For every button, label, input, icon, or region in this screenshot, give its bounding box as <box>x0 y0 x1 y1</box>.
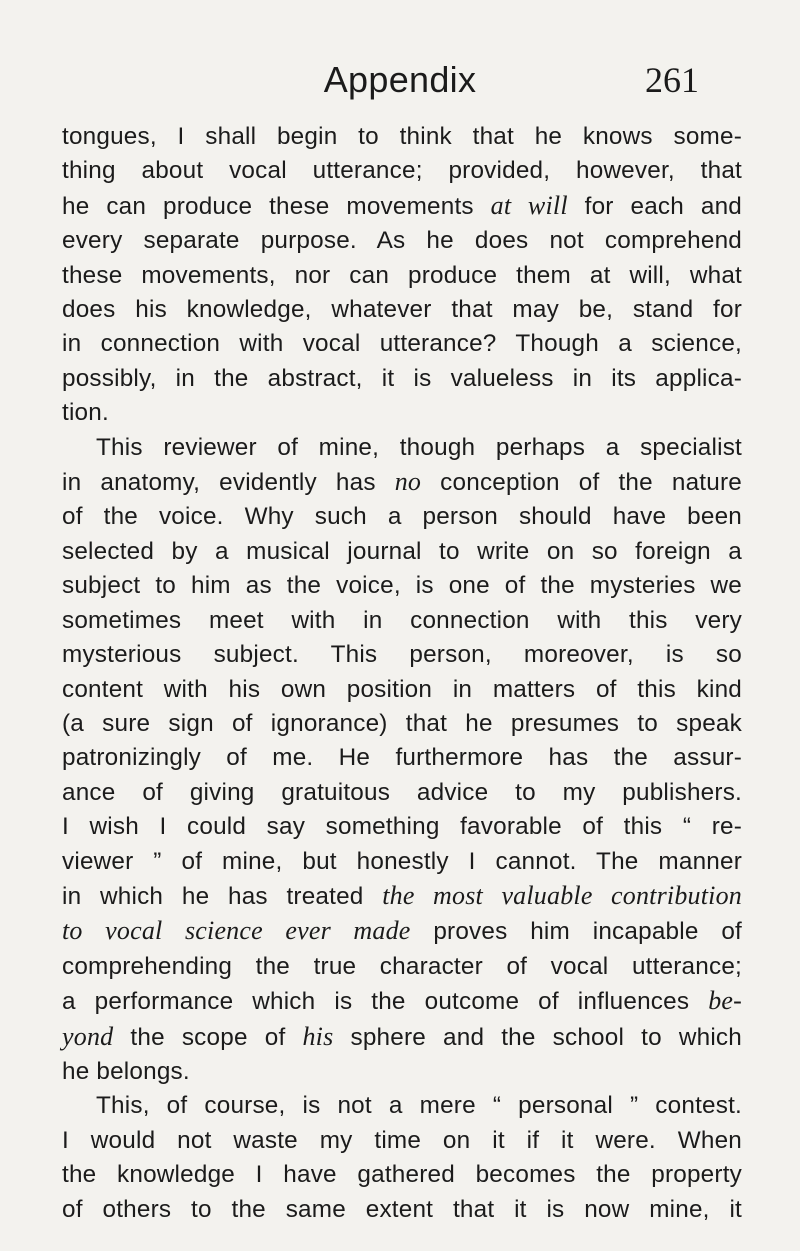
text-segment: a performance which is the outcome of influences <box>62 988 709 1016</box>
text-segment: This, of course, is not a mere “ personal ” contest. <box>96 1092 742 1120</box>
text-segment: proves him incapable of <box>410 918 742 946</box>
text-line <box>62 1055 742 1089</box>
text-line <box>62 776 742 810</box>
text-line <box>62 154 742 188</box>
text-line <box>62 914 742 949</box>
page-number: 261 <box>645 60 699 100</box>
text-segment: sometimes meet with in connection with this very <box>62 606 742 634</box>
text-line <box>62 362 742 396</box>
italic-text: no <box>394 467 422 497</box>
text-segment: in which he has treated <box>62 882 383 910</box>
italic-text: to vocal science ever made <box>62 916 411 946</box>
italic-text: the most valuable contribution <box>382 880 742 910</box>
text-line <box>62 673 742 707</box>
text-segment: of others to the same extent that it is now mine, it <box>62 1195 742 1223</box>
text-segment: he can produce these movements <box>62 192 491 220</box>
text-segment: tongues, I shall begin to think that he knows some- <box>62 123 742 150</box>
text-segment: patronizingly of me. He furthermore has the assur- <box>62 744 742 772</box>
text-segment: thing about vocal utterance; provided, however, that <box>62 157 742 185</box>
text-line <box>62 327 742 361</box>
italic-text: be- <box>708 986 742 1016</box>
text-line <box>62 1089 742 1123</box>
text-line <box>62 569 742 603</box>
text-line <box>62 984 742 1019</box>
running-title: Appendix <box>323 59 477 100</box>
text-line <box>62 535 742 569</box>
text-segment: I would not waste my time on it if it were. When <box>62 1126 742 1154</box>
text-line <box>62 1158 742 1192</box>
text-segment: the knowledge I have gathered becomes the property <box>62 1161 742 1189</box>
text-segment: he belongs. <box>62 1057 190 1085</box>
text-segment: in connection with vocal utterance? Though a science, <box>62 330 742 358</box>
text-line <box>62 1020 742 1055</box>
text-line <box>62 500 742 534</box>
text-segment: in anatomy, evidently has <box>62 469 395 497</box>
text-line <box>62 638 742 672</box>
italic-text: his <box>302 1021 334 1051</box>
text-line <box>62 604 742 638</box>
text-line <box>62 120 742 154</box>
text-line <box>62 1124 742 1158</box>
text-segment: mysterious subject. This person, moreover, is so <box>62 641 742 669</box>
text-line <box>62 396 742 430</box>
text-line <box>62 879 742 914</box>
text-segment: the scope of <box>113 1023 303 1051</box>
text-line <box>62 1193 742 1227</box>
text-line <box>62 845 742 879</box>
text-line <box>62 189 742 224</box>
text-segment: comprehending the true character of vocal utterance; <box>62 952 742 980</box>
text-segment: I wish I could say something favorable of this “ re- <box>62 813 742 841</box>
text-line <box>62 810 742 844</box>
text-line <box>62 950 742 984</box>
text-segment: does his knowledge, whatever that may be, stand for <box>62 296 742 324</box>
text-line <box>62 465 742 500</box>
text-line <box>62 741 742 775</box>
text-segment: ance of giving gratuitous advice to my publishers. <box>62 778 742 806</box>
text-segment: sphere and the school to which <box>333 1023 742 1051</box>
page-header <box>0 52 800 112</box>
text-segment: selected by a musical journal to write on so foreign a <box>62 537 742 565</box>
text-segment: subject to him as the voice, is one of the mysteries we <box>62 572 742 600</box>
text-line <box>62 293 742 327</box>
text-segment: (a sure sign of ignorance) that he presumes to speak <box>62 709 742 737</box>
italic-text: at will <box>490 190 568 220</box>
text-segment: possibly, in the abstract, it is valueless in its applica- <box>62 364 742 392</box>
text-segment: viewer ” of mine, but honestly I cannot. The manner <box>62 847 742 875</box>
text-segment: This reviewer of mine, though perhaps a specialist <box>96 433 742 461</box>
text-segment: tion. <box>62 399 109 427</box>
text-segment: for each and <box>567 192 742 220</box>
text-line <box>62 707 742 741</box>
text-line <box>62 259 742 293</box>
text-segment: content with his own position in matters of this kind <box>62 675 742 703</box>
text-segment: conception of the nature <box>421 469 742 497</box>
text-segment: every separate purpose. As he does not comprehend <box>62 227 742 255</box>
text-line <box>62 431 742 465</box>
text-segment: of the voice. Why such a person should have been <box>62 503 742 531</box>
italic-text: yond <box>62 1021 114 1051</box>
text-segment: these movements, nor can produce them at will, what <box>62 261 742 289</box>
body-text <box>62 120 742 1227</box>
text-line <box>62 224 742 258</box>
